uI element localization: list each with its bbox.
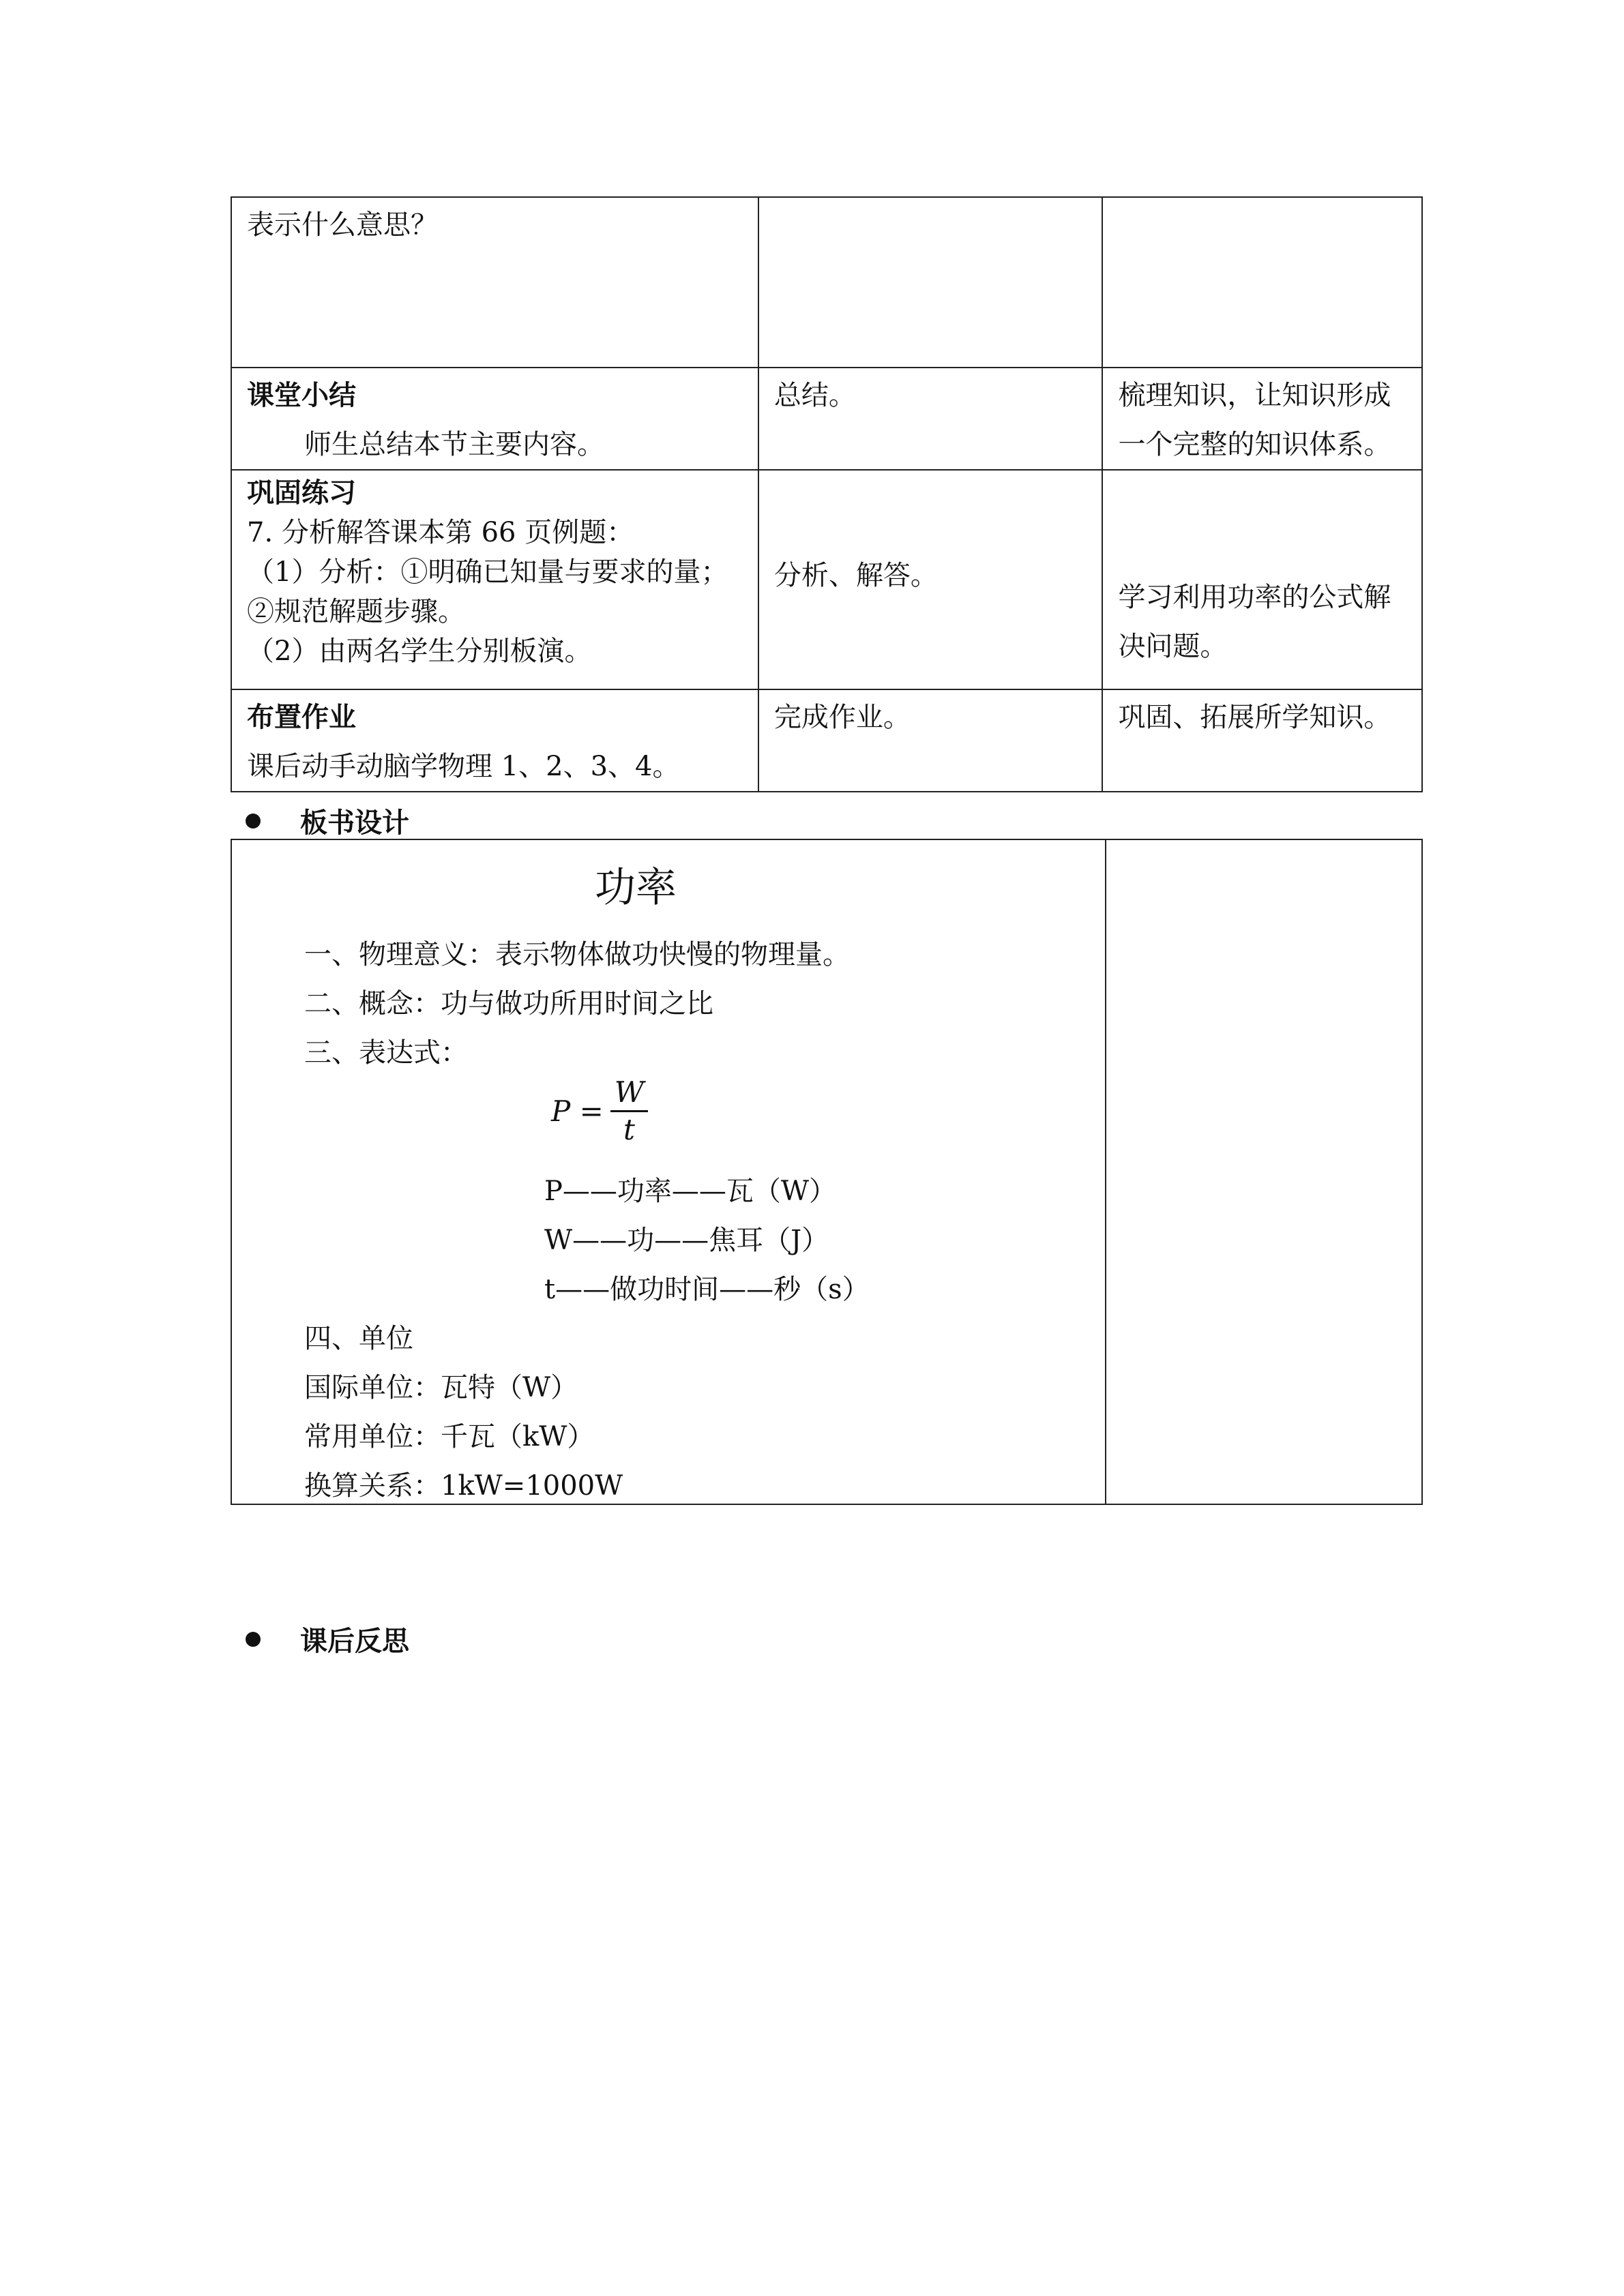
- row-line: （2）由两名学生分别板演。: [247, 636, 592, 667]
- board-concept: 二、概念：功与做功所用时间之比: [304, 988, 713, 1019]
- lesson-table: [231, 196, 1423, 792]
- section-board-design: 板书设计: [246, 801, 409, 840]
- cell-teacher: [758, 197, 1103, 368]
- row-heading: 课堂小结: [247, 380, 356, 411]
- board-divider: [1105, 840, 1106, 1504]
- row-line: 7. 分析解答课本第 66 页例题：: [247, 517, 634, 548]
- cell-teacher: 完成作业。: [758, 689, 1103, 792]
- board-si-unit: 国际单位：瓦特（W）: [304, 1372, 578, 1403]
- section-reflection: 课后反思: [246, 1620, 409, 1658]
- cell-teacher: 分析、解答。: [758, 470, 1103, 689]
- table-row: [231, 368, 1422, 470]
- cell-teacher: 总结。: [758, 368, 1103, 470]
- row-line: （1）分析：①明确已知量与要求的量；②规范解题步骤。: [247, 556, 728, 627]
- cell-text: 表示什么意思？: [247, 209, 438, 241]
- board-expression: 三、表达式：: [304, 1037, 468, 1069]
- cell-purpose: 巩固、拓展所学知识。: [1102, 689, 1422, 792]
- cell-content: [231, 470, 758, 689]
- cell-purpose: [1102, 197, 1422, 368]
- board-var-w: W——功——焦耳（J）: [544, 1225, 829, 1256]
- table-row: [231, 689, 1422, 792]
- bullet-icon: [246, 1632, 261, 1647]
- board-conversion: 换算关系：1kW=1000W: [304, 1470, 623, 1502]
- power-formula: P = $\frac{W}{t}$: [551, 1075, 648, 1148]
- board-meaning: 一、物理意义：表示物体做功快慢的物理量。: [304, 939, 850, 970]
- board-var-t: t——做功时间——秒（s）: [544, 1274, 870, 1305]
- row-heading: 巩固练习: [247, 477, 356, 509]
- board-unit-heading: 四、单位: [304, 1323, 413, 1354]
- row-heading: 布置作业: [247, 702, 356, 733]
- bullet-icon: [246, 814, 261, 829]
- board-var-p: P——功率——瓦（W）: [544, 1176, 837, 1207]
- formula-fraction: $\frac{W}{t}$: [610, 1075, 648, 1148]
- cell-content: [231, 197, 758, 368]
- cell-content: [231, 368, 758, 470]
- board-title: 功率: [595, 864, 677, 912]
- cell-content: [231, 689, 758, 792]
- board-common-unit: 常用单位：千瓦（kW）: [304, 1421, 595, 1452]
- table-row: [231, 470, 1422, 689]
- cell-purpose: 学习利用功率的公式解决问题。: [1102, 470, 1422, 689]
- row-body: 课后动手动脑学物理 1、2、3、4。: [247, 751, 680, 782]
- cell-purpose: 梳理知识，让知识形成一个完整的知识体系。: [1102, 368, 1422, 470]
- table-row: [231, 197, 1422, 368]
- row-body: 师生总结本节主要内容。: [304, 429, 604, 460]
